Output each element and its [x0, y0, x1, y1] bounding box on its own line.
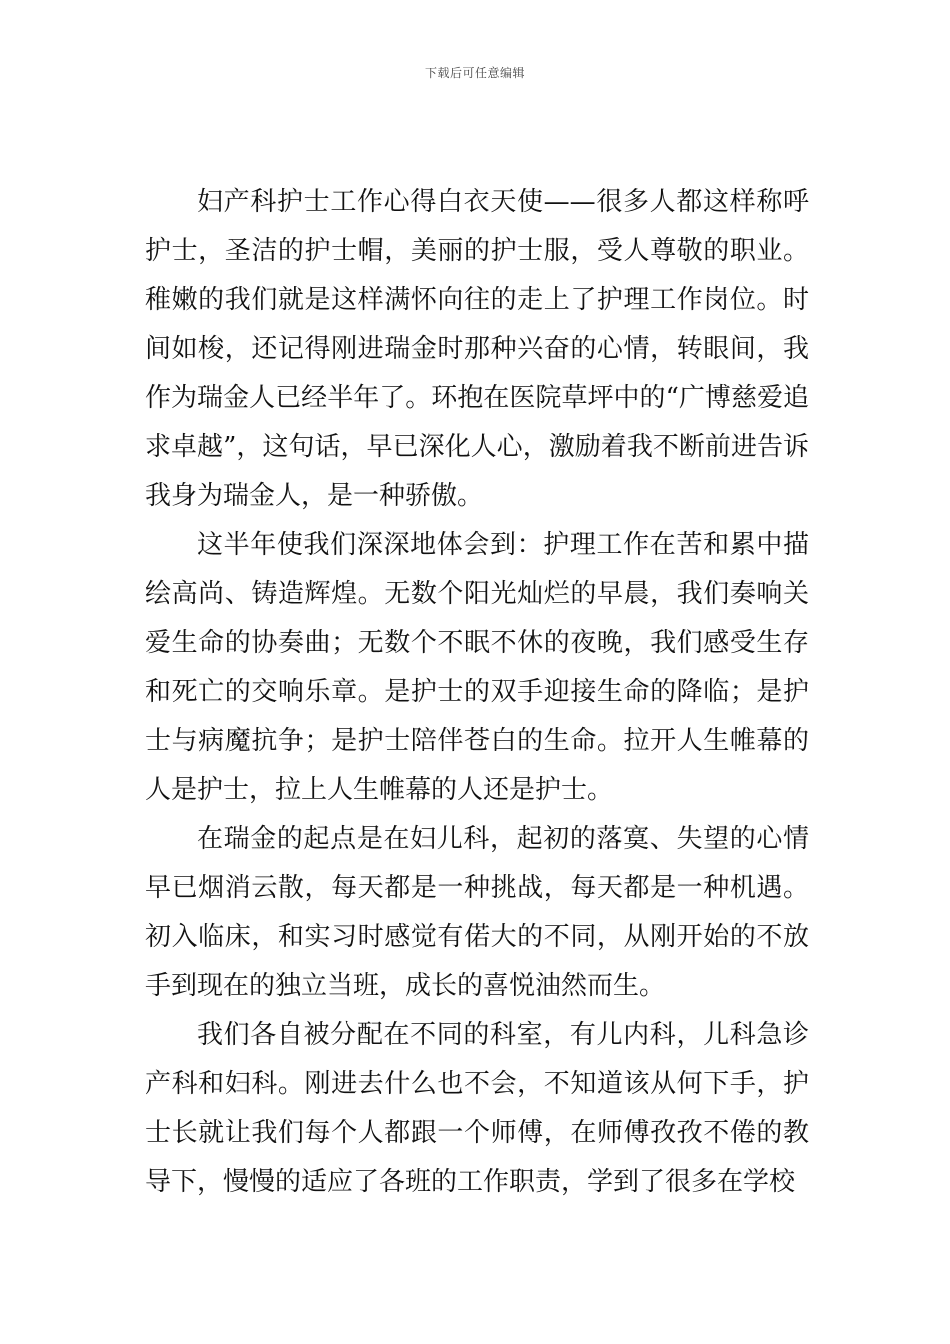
- body-text: [145, 178, 809, 1207]
- paragraph-3: 在瑞金的起点是在妇儿科，起初的落寞、失望的心情早已烟消云散，每天都是一种挑战，每天都是一种机遇。初入临床，和实习时感觉有偌大的不同，从刚开始的不放手到现在的独立当班，成长的喜悦油然而生。: [145, 824, 809, 1001]
- paragraph-1: 妇产科护士工作心得白衣天使——很多人都这样称呼护士，圣洁的护士帽，美丽的护士服，受人尊敬的职业。稚嫩的我们就是这样满怀向往的走上了护理工作岗位。时间如梭，还记得刚进瑞金时那种兴奋的心情，转眼间，我作为瑞金人已经半年了。环抱在医院草坪中的“广博慈爱追求卓越”，这句话，早已深化人心，激励着我不断前进告诉我身为瑞金人，是一种骄傲。: [145, 187, 809, 511]
- header-note: 下载后可任意编辑: [424, 66, 525, 80]
- paragraph-2: 这半年使我们深深地体会到：护理工作在苦和累中描绘高尚、铸造辉煌。无数个阳光灿烂的早晨，我们奏响关爱生命的协奏曲；无数个不眠不休的夜晚，我们感受生存和死亡的交响乐章。是护士的双手迎接生命的降临；是护士与病魔抗争；是护士陪伴苍白的生命。拉开人生帷幕的人是护士，拉上人生帷幕的人还是护士。: [145, 530, 809, 805]
- paragraph-4: 我们各自被分配在不同的科室，有儿内科，儿科急诊产科和妇科。刚进去什么也不会，不知道该从何下手，护士长就让我们每个人都跟一个师傅，在师傅孜孜不倦的教导下，慢慢的适应了各班的工作职责，学到了很多在学校: [145, 1020, 809, 1197]
